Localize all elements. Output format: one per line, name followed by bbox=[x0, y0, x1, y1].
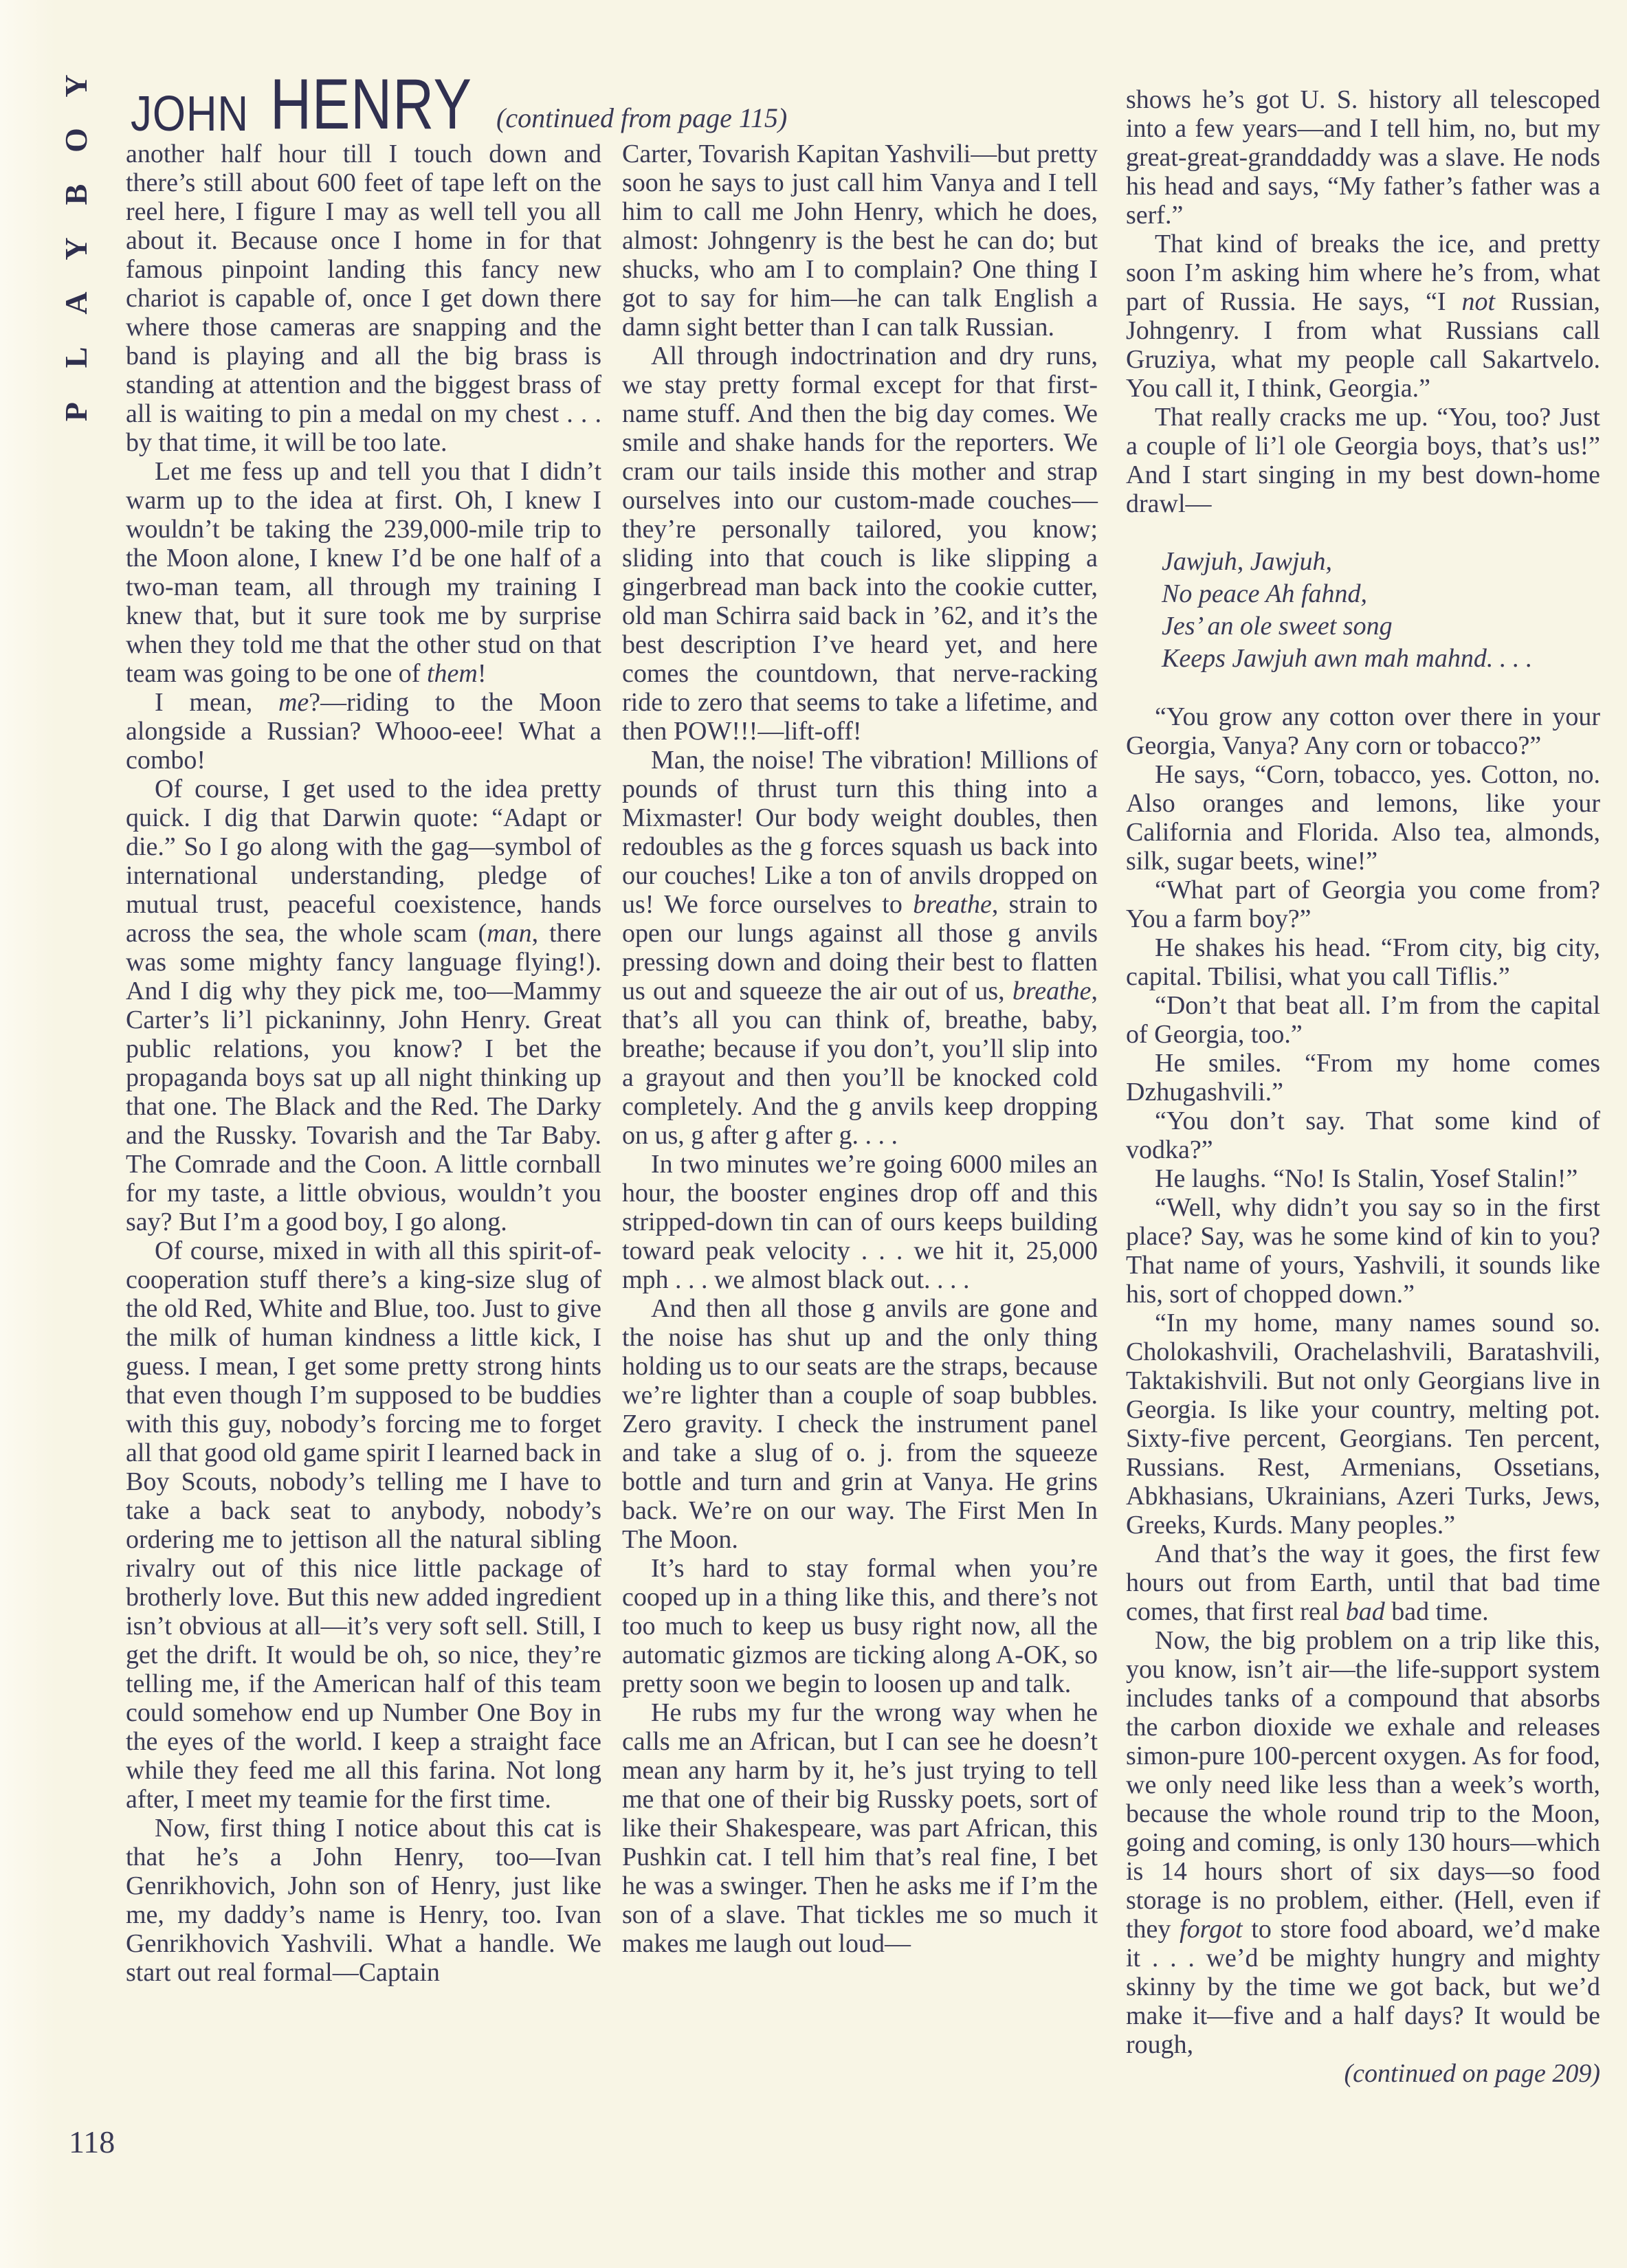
text-run: shows he’s got U. S. history all telescoped into a few years—and I tell him, no, but my great-great-granddaddy was a slave. He nods his head and says, “My father’s father was a serf.” bbox=[1126, 85, 1600, 230]
paragraph bbox=[126, 775, 601, 1236]
italic-run: forgot bbox=[1180, 1915, 1243, 1944]
text-run: Now, first thing I notice about this cat is that he’s a John Henry, too—Ivan Genrikhovich, John son of Henry, just like me, my daddy’s name is Henry, too. Ivan Genrikhovich Yashvili. What a handle. We start out real formal—Captain bbox=[126, 1814, 601, 1987]
paragraph bbox=[1126, 702, 1600, 760]
paragraph bbox=[1126, 85, 1600, 230]
text-run: He smiles. “From my home comes Dzhugashvili.” bbox=[1126, 1049, 1600, 1107]
brand-letter: L bbox=[58, 346, 93, 368]
text-run: ?—riding to the Moon alongside a Russian? Whooo-eee! What a combo! bbox=[126, 688, 601, 775]
text-run: “You grow any cotton over there in your Georgia, Vanya? Any corn or tobacco?” bbox=[1126, 702, 1600, 760]
italic-run: man bbox=[487, 919, 532, 948]
paragraph bbox=[1126, 876, 1600, 933]
text-run: It’s hard to stay formal when you’re cooped up in a thing like this, and there’s not too much to keep us busy right now, all the automatic gizmos are ticking along A-OK, so pretty soon we begin to loosen up and talk. bbox=[622, 1554, 1098, 1698]
paragraph bbox=[1126, 760, 1600, 876]
text-run: , that’s all you can think of, breathe, baby, breathe; because if you don’t, you’ll slip into a grayout and then you’ll be knocked cold completely. And the g anvils keep dropping on us, g after g after g. . . . bbox=[622, 977, 1098, 1150]
paragraph bbox=[1126, 1626, 1600, 2059]
text-run: He laughs. “No! Is Stalin, Yosef Stalin!” bbox=[1155, 1164, 1578, 1193]
paragraph bbox=[1126, 2059, 1600, 2088]
paragraph bbox=[1126, 1164, 1600, 1193]
text-run: bad time. bbox=[1384, 1597, 1489, 1626]
paragraph bbox=[1126, 1107, 1600, 1164]
article-title-word-john: JOHN bbox=[131, 87, 249, 142]
text-run: He shakes his head. “From city, big city, capital. Tbilisi, what you call Tiflis.” bbox=[1126, 933, 1600, 991]
body-column-3 bbox=[1126, 85, 1600, 2088]
brand-letter: Y bbox=[58, 74, 93, 98]
paragraph bbox=[622, 342, 1098, 746]
text-run: And then all those g anvils are gone and the noise has shut up and the only thing holding us to our seats are the straps, because we’re lighter than a couple of soap bubbles. Zero gravity. I check the instrument panel and take a slug of o. j. from the squeeze bottle and turn and grin at Vanya. He grins back. We’re on our way. The First Men In The Moon. bbox=[622, 1294, 1098, 1554]
text-run: I mean, bbox=[155, 688, 278, 717]
article-title-word-henry: HENRY bbox=[270, 65, 472, 144]
text-run: “What part of Georgia you come from? You a farm boy?” bbox=[1126, 876, 1600, 933]
paragraph bbox=[1126, 230, 1600, 403]
page-number: 118 bbox=[69, 2124, 115, 2159]
body-column-2 bbox=[622, 140, 1098, 1958]
text-run: Of course, mixed in with all this spirit-of-cooperation stuff there’s a king-size slug of the old Red, White and Blue, too. Just to give the milk of human kindness a little kick, I guess. I mean, I get some pretty strong hints that even though I’m supposed to be buddies with this guy, nobody’s forcing me to forget all that good old game spirit I learned back in Boy Scouts, nobody’s telling me I have to take a back seat to anybody, nobody’s ordering me to jettison all the natural sibling rivalry out of this nice little package of brotherly love. But this new added ingredient isn’t obvious at all—it’s very soft sell. Still, I get the drift. It would be oh, so nice, they’re telling me, if the American half of this team could somehow end up Number One Boy in the eyes of the world. I keep a straight face while they feed me all this farina. Not long after, I meet my teamie for the first time. bbox=[126, 1236, 601, 1814]
paragraph bbox=[1126, 1539, 1600, 1626]
paragraph bbox=[126, 688, 601, 775]
brand-letter: B bbox=[58, 184, 93, 205]
paragraph bbox=[622, 140, 1098, 342]
text-run: (continued on page 209) bbox=[1344, 2059, 1600, 2088]
text-run: In two minutes we’re going 6000 miles an hour, the booster engines drop off and this stripped-down tin can of ours keeps building toward peak velocity . . . we hit it, 25,000 mph . . . we almost black out. . . . bbox=[622, 1150, 1098, 1294]
paragraph bbox=[622, 1294, 1098, 1554]
italic-run: me bbox=[278, 688, 309, 717]
text-run: “Well, why didn’t you say so in the first place? Say, was he some kind of kin to you? That name of yours, Yashvili, it sounds like his, sort of chopped down.” bbox=[1126, 1193, 1600, 1309]
brand-letter: Y bbox=[58, 237, 93, 260]
paragraph bbox=[126, 457, 601, 688]
text-run: Russian, Johngenry. I from what Russians call Gruziya, what my people call Sakartvelo. You call it, I think, Georgia.” bbox=[1126, 287, 1600, 403]
paragraph bbox=[1126, 403, 1600, 518]
text-run: “In my home, many names sound so. Cholokashvili, Orachelashvili, Baratashvili, Taktakishvili. But not only Georgians live in Georgia. Is like your country, melting pot. Sixty-five percent, Georgians. Ten percent, Russians. Rest, Armenians, Ossetians, Abkhasians, Ukrainians, Azeri Turks, Jews, Greeks, Kurds. Many peoples.” bbox=[1126, 1309, 1600, 1539]
paragraph bbox=[622, 746, 1098, 1150]
text-run: Of course, I get used to the idea pretty quick. I dig that Darwin quote: “Adapt or die.” So I go along with the gag—symbol of international understanding, pledge of mutual trust, peaceful coexistence, hands across the sea, the whole scam ( bbox=[126, 775, 601, 948]
paragraph bbox=[1126, 933, 1600, 991]
brand-letter: A bbox=[58, 291, 93, 315]
paragraph bbox=[126, 1814, 601, 1987]
brand-letter: O bbox=[58, 128, 93, 153]
paragraph bbox=[1126, 991, 1600, 1049]
italic-run: breathe bbox=[1012, 977, 1092, 1005]
text-run: He says, “Corn, tobacco, yes. Cotton, no. Also oranges and lemons, like your California and Florida. Also tea, almonds, silk, sugar beets, wine!” bbox=[1126, 760, 1600, 876]
page-edge-highlight bbox=[0, 0, 55, 2268]
verse-line: Jawjuh, Jawjuh, bbox=[1162, 547, 1333, 576]
text-run: Man, the noise! The vibration! Millions of pounds of thrust turn this thing into a Mixmaster! Our body weight doubles, then redoubles as the g forces squash us back into our couches! Like a ton of anvils dropped on us! We force ourselves to bbox=[622, 746, 1098, 919]
continued-from-note: (continued from page 115) bbox=[496, 102, 788, 133]
paragraph bbox=[126, 140, 601, 457]
verse-line: Jes’ an ole sweet song bbox=[1162, 612, 1393, 641]
text-run: Let me fess up and tell you that I didn’t warm up to the idea at first. Oh, I knew I wouldn’t be taking the 239,000-mile trip to the Moon alone, I knew I’d be one half of a two-man team, all through my training I knew that, but it sure took me by surprise when they told me that the other stud on that team was going to be one of bbox=[126, 457, 601, 688]
verse-line: No peace Ah fahnd, bbox=[1162, 579, 1368, 608]
text-run: All through indoctrination and dry runs, we stay pretty formal except for that first-name stuff. And then the big day comes. We smile and shake hands for the reporters. We cram our tails inside this mother and strap ourselves into our custom-made couches—they’re personally tailored, you know; sliding into that couch is like slipping a gingerbread man back into the cookie cutter, old man Schirra said back in ’62, and it’s the best description I’ve heard yet, and here comes the countdown, that nerve-racking ride to zero that seems to take a lifetime, and then POW!!!—lift-off! bbox=[622, 342, 1098, 746]
text-run: And that’s the way it goes, the first few hours out from Earth, until that bad time comes, that first real bbox=[1126, 1539, 1600, 1626]
text-run: That kind of breaks the ice, and pretty soon I’m asking him where he’s from, what part of Russia. He says, “I bbox=[1126, 230, 1600, 316]
text-run: another half hour till I touch down and there’s still about 600 feet of tape left on the reel here, I figure I may as well tell you all about it. Because once I home in for that famous pinpoint landing this fancy new chariot is capable of, once I get down there where those cameras are snapping and the band is playing and all the big brass is standing at attention and the biggest brass of all is waiting to pin a medal on my chest . . . by that time, it will be too late. bbox=[126, 140, 601, 457]
paragraph bbox=[1126, 1049, 1600, 1107]
text-run: “Don’t that beat all. I’m from the capital of Georgia, too.” bbox=[1126, 991, 1600, 1049]
italic-run: them bbox=[426, 659, 478, 688]
song-verse bbox=[1162, 546, 1600, 675]
paragraph bbox=[622, 1150, 1098, 1294]
text-run: , strain to open our lungs against all those g anvils pressing down and doing their best to flatten us out and squeeze the air out of us, bbox=[622, 890, 1098, 1005]
text-run: ! bbox=[477, 659, 487, 688]
brand-letter: P bbox=[58, 401, 93, 422]
italic-run: breathe bbox=[913, 890, 992, 919]
paragraph bbox=[622, 1698, 1098, 1958]
text-run: , there was some mighty fancy language flying!). And I dig why they pick me, too—Mammy Carter’s li’l pickaninny, John Henry. Great public relations, you know? I bet the propaganda boys sat up all night thinking up that one. The Black and the Red. The Darky and the Russky. Tovarish and the Tar Baby. The Comrade and the Coon. A little cornball for my taste, a little obvious, wouldn’t you say? But I’m a good boy, I go along. bbox=[126, 919, 601, 1236]
paragraph bbox=[1126, 1309, 1600, 1539]
paragraph bbox=[622, 1554, 1098, 1698]
text-run: Carter, Tovarish Kapitan Yashvili—but pretty soon he says to just call him Vanya and I tell him to call me John Henry, which he does, almost: Johngenry is the best he can do; but shucks, who am I to complain? One thing I got to say for him—he can talk English a damn sight better than I can talk Russian. bbox=[622, 140, 1098, 342]
text-run: That really cracks me up. “You, too? Just a couple of li’l ole Georgia boys, that’s us!” And I start singing in my best down-home drawl— bbox=[1126, 403, 1600, 518]
paragraph bbox=[1126, 1193, 1600, 1309]
italic-run: bad bbox=[1345, 1597, 1385, 1626]
italic-run: not bbox=[1461, 287, 1496, 316]
body-column-1 bbox=[126, 140, 601, 1987]
text-run: to store food aboard, we’d make it . . . we’d be mighty hungry and mighty skinny by the time we got back, but we’d make it—five and a half days? It would be rough, bbox=[1126, 1915, 1600, 2059]
verse-line: Keeps Jawjuh awn mah mahnd. . . . bbox=[1162, 644, 1533, 673]
text-run: “You don’t say. That some kind of vodka?” bbox=[1126, 1107, 1600, 1164]
paragraph bbox=[126, 1236, 601, 1814]
text-run: He rubs my fur the wrong way when he calls me an African, but I can see he doesn’t mean any harm by it, he’s just trying to tell me that one of their big Russky poets, sort of like their Shakespeare, was part African, this Pushkin cat. I tell him that’s real fine, I bet he was a swinger. Then he asks me if I’m the son of a slave. That tickles me so much it makes me laugh out loud— bbox=[622, 1698, 1098, 1958]
text-run: Now, the big problem on a trip like this, you know, isn’t air—the life-support system includes tanks of a compound that absorbs the carbon dioxide we exhale and releases simon-pure 100-percent oxygen. As for food, we only need like less than a week’s worth, because the whole round trip to the Moon, going and coming, is only 130 hours—which is 14 hours short of six days—so food storage is no problem, either. (Hell, even if they bbox=[1126, 1626, 1600, 1944]
